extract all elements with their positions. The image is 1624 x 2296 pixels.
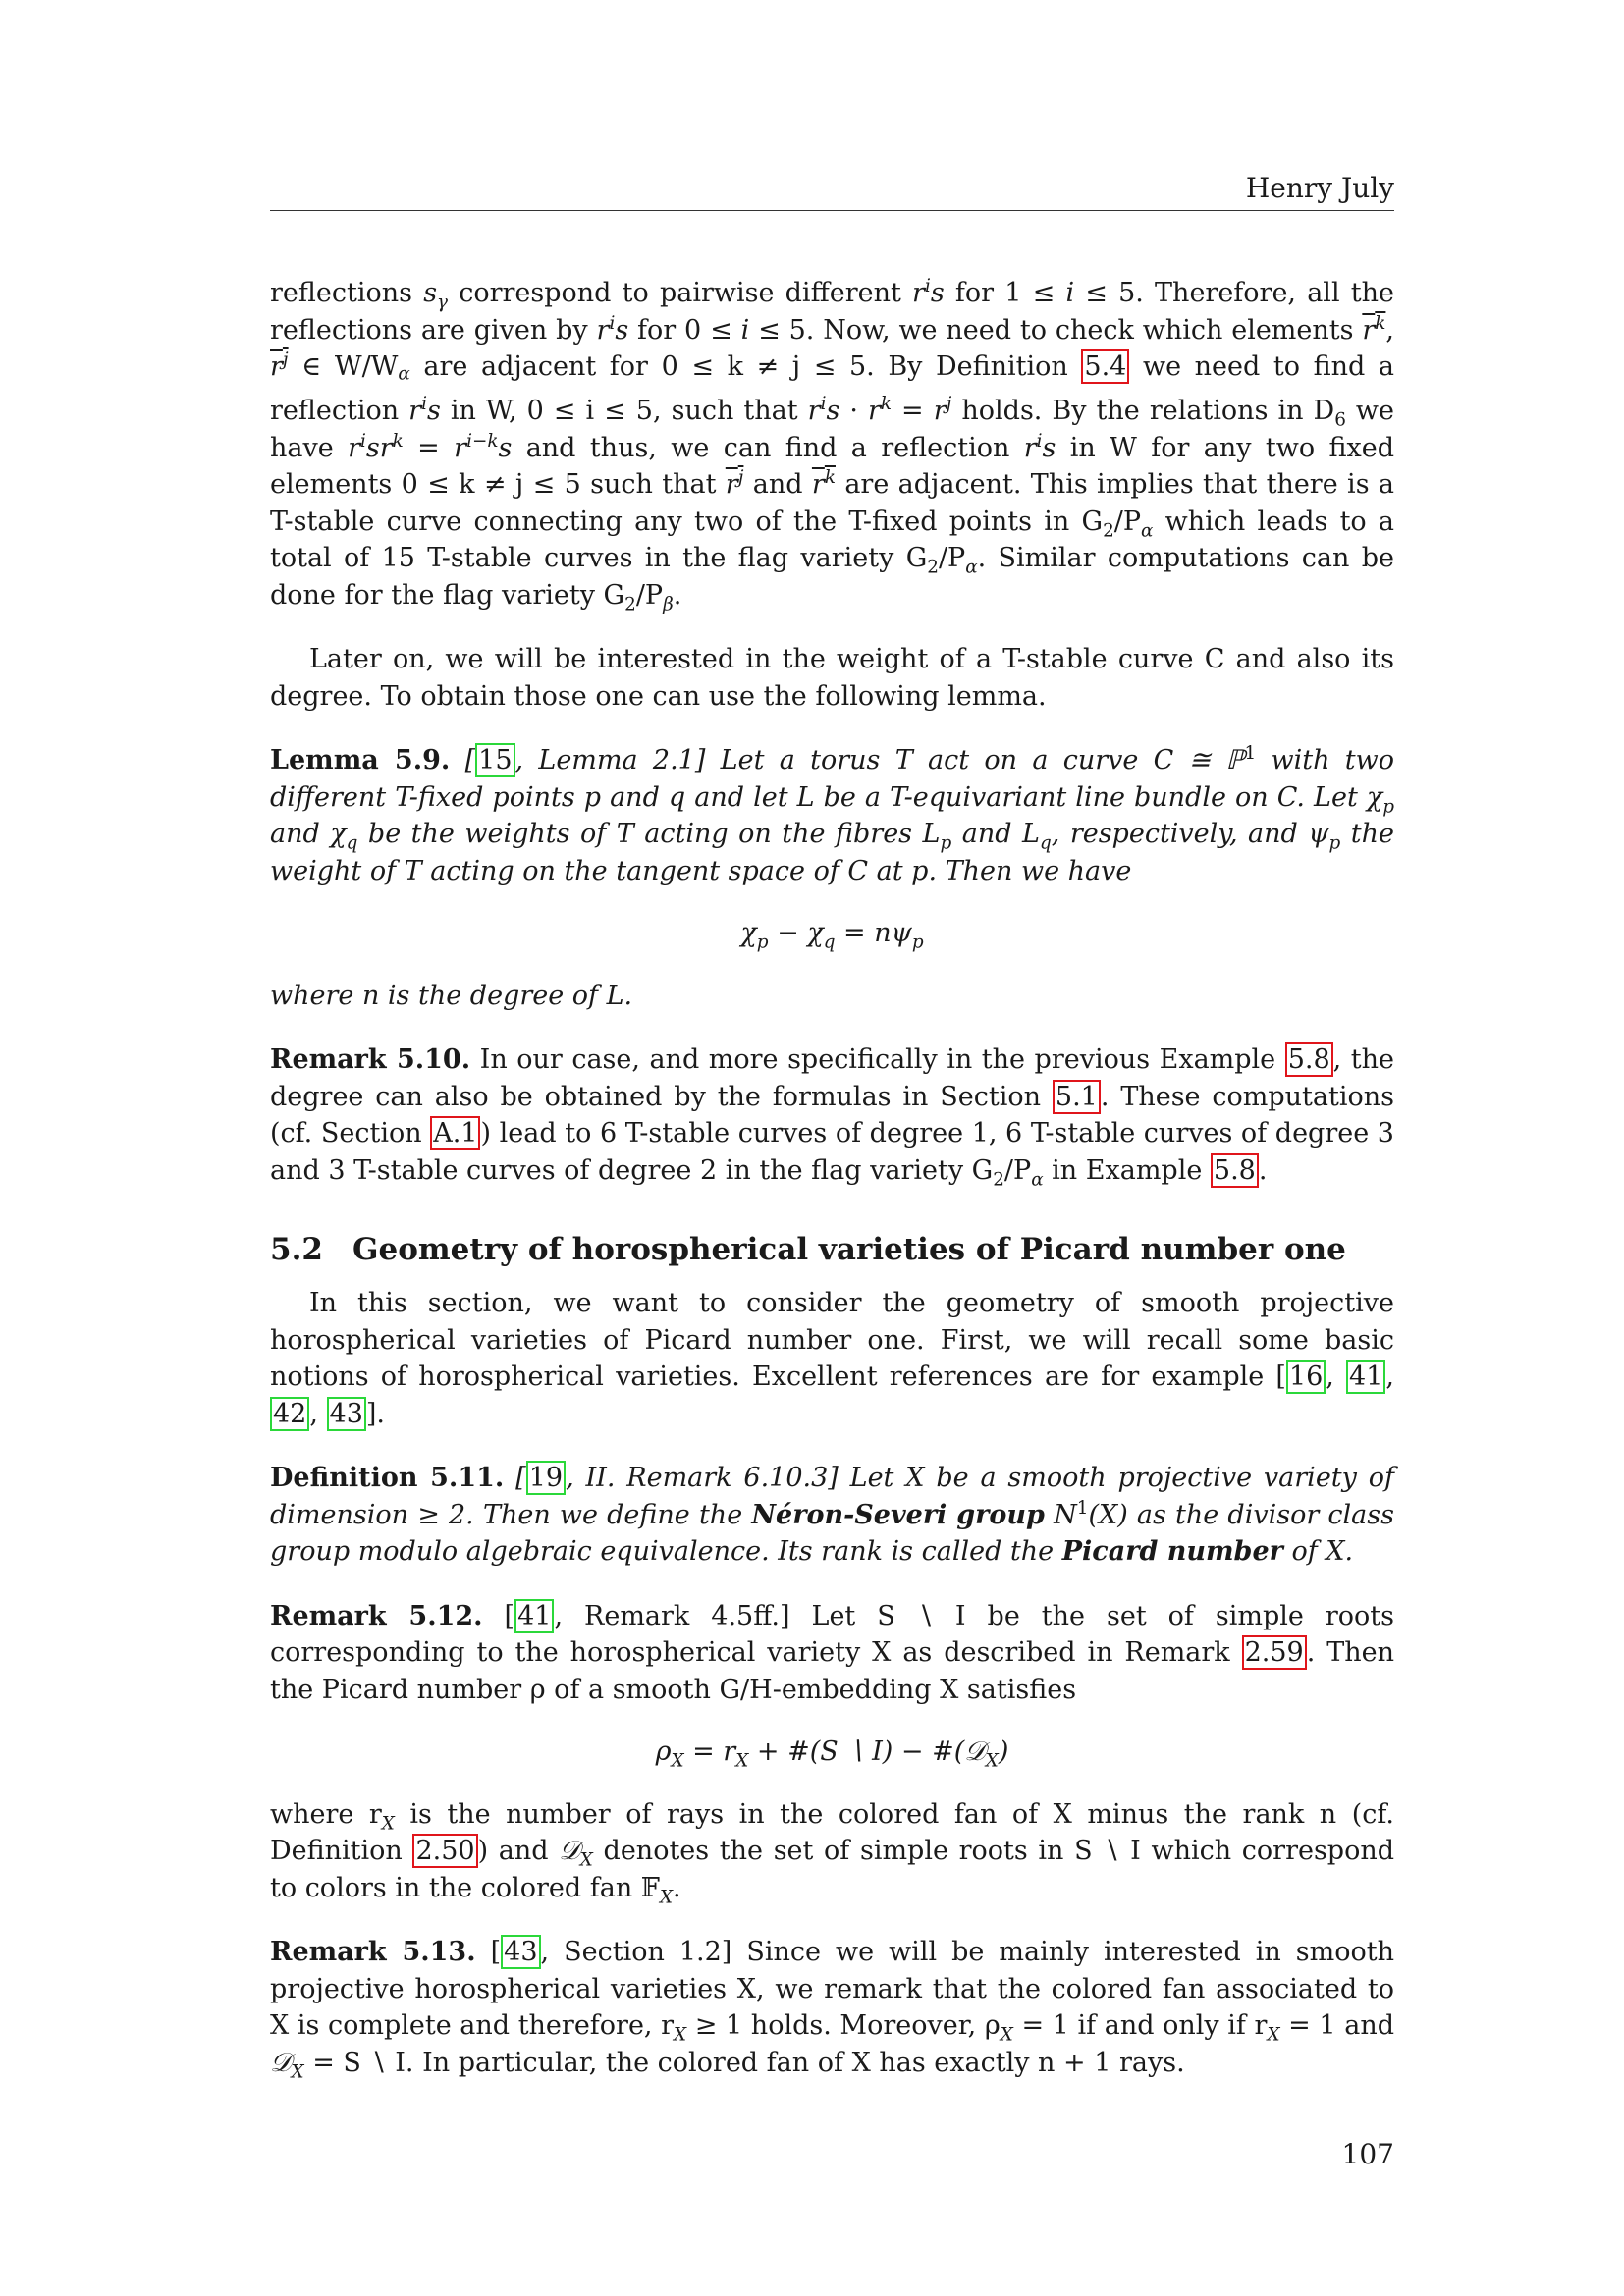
- remark-5-12-where: where $r_X$ is the number of rays in the colored fan of X minus the rank n (cf. Definition 2.50 ) and 𝒟$_X$ denotes the set of simple roots in S ∖ I which correspond to colors in the colored fan 𝔽$_X$.: [270, 1798, 1395, 1907]
- ref-definition-2-50[interactable]: 2.50: [412, 1834, 477, 1868]
- remark-5-13: Remark 5.13. [ 43 , Section 1.2] Since we will be mainly interested in smooth projective horospherical varieties X, we remark that the colored fan associated to X is complete and therefore, $r_X \ge 1$ holds. Moreover, $\rho_X = 1$ if and only if $r_X = 1$ and 𝒟$_X$ = S ∖ I. In particular, the colored fan of X has exactly n + 1 rays.: [270, 1937, 1394, 2082]
- ref-section-a-1[interactable]: A.1: [430, 1116, 480, 1150]
- section-number: 5.2: [270, 1232, 323, 1268]
- section-title: Geometry of horospherical varieties of Picard number one: [352, 1232, 1346, 1268]
- equation-lemma: $\chi_p - \chi_q = n\psi_p$: [740, 918, 924, 953]
- paragraph-section-intro: In this section, we want to consider the geometry of smooth projective horospherical varieties of Picard number one. First, we will recall some basic notions of horospherical varieties. Excellent references are for example [ 16 , 41 , 42 , 43 ].: [270, 1288, 1394, 1429]
- lemma-label: Lemma 5.9.: [270, 745, 451, 776]
- ref-example-5-8-second[interactable]: 5.8: [1211, 1153, 1259, 1188]
- section-heading: [270, 1228, 1394, 1271]
- equation-picard: $\rho_X = r_X$ + #(S ∖ I) − #(𝒟$_X$): [655, 1736, 1009, 1772]
- remark-5-10: Remark 5.10. In our case, and more specifically in the previous Example 5.8 , the degree can also be obtained by the formulas in Section 5.1 . These computations (cf. Section A.1 ) lead to 6 T-stable curves of degree 1, 6 T-stable curves of degree 3 and 3 T-stable curves of degree 2 in the flag variety $G_2/P_\alpha$ in Example 5.8 .: [270, 1044, 1394, 1190]
- ref-definition-5-4[interactable]: 5.4: [1081, 349, 1129, 384]
- cite-16[interactable]: 16: [1286, 1360, 1326, 1394]
- cite-41[interactable]: 41: [514, 1599, 554, 1633]
- paragraph-later-on: Later on, we will be interested in the weight of a T-stable curve C and also its degree. To obtain those one can use the following lemma.: [270, 644, 1394, 712]
- cite-42[interactable]: 42: [270, 1397, 309, 1431]
- cite-19[interactable]: 19: [526, 1461, 566, 1495]
- header-rule: [270, 210, 1394, 211]
- remark-5-12: Remark 5.12. [ 41 , Remark 4.5ff.] Let S ∖ I be the set of simple roots corresponding to the horospherical variety X as described in Remark 2.59 . Then the Picard number ρ of a smooth G/H-embedding X satisfies: [270, 1600, 1394, 1705]
- cite-41[interactable]: 41: [1346, 1360, 1385, 1394]
- page-body: [270, 275, 1394, 2081]
- ref-remark-2-59[interactable]: 2.59: [1242, 1635, 1307, 1670]
- definition-5-11: Definition 5.11. [ 19 , II. Remark 6.10.3] Let X be a smooth projective variety of dimension ≥ 2. Then we define the Néron-Severi group $N^1(X)$ as the divisor class group modulo algebraic equivalence. Its rank is called the Picard number of X.: [270, 1463, 1394, 1568]
- cite-15[interactable]: 15: [475, 743, 514, 777]
- lemma-where: where n is the degree of L.: [270, 980, 633, 1011]
- definition-label: Definition 5.11.: [270, 1463, 505, 1494]
- running-head: Henry July: [1245, 172, 1394, 204]
- ref-section-5-1[interactable]: 5.1: [1053, 1080, 1101, 1114]
- remark-label: Remark 5.12.: [270, 1600, 483, 1631]
- cite-43[interactable]: 43: [501, 1935, 540, 1969]
- lemma-5-9: Lemma 5.9. [ 15 , Lemma 2.1] Let a torus T act on a curve C ≅ ℙ$^1$ with two different T-fixed points p and q and let L be a T-equivariant line bundle on C. Let $\chi_p$ and $\chi_q$ be the weights of T acting on the fibres $L_p$ and $L_q$, respectively, and $\psi_p$ the weight of T acting on the tangent space of C at p. Then we have: [270, 743, 1394, 886]
- ref-example-5-8[interactable]: 5.8: [1285, 1042, 1333, 1077]
- page-number: 107: [1341, 2138, 1394, 2170]
- remark-label: Remark 5.13.: [270, 1937, 476, 1968]
- paragraph-reflections: reflections $s_\gamma$ correspond to pairwise different $r^is$ for 1 ≤ i ≤ 5. Therefore, all the reflections are given by $r^is$ for 0 ≤ i ≤ 5. Now, we need to check which elements $r^k$, $r^j$ ∈ W/Wα are adjacent for 0 ≤ k ≠ j ≤ 5. By Definition 5.4 we need to find a reflection $r^is$ in W, 0 ≤ i ≤ 5, such that $r^is \cdot r^k = r^j$ holds. By the relations in $D_6$ we have $r^isr^k = r^{i-k}s$ and thus, we can find a reflection $r^is$ in W for any two fixed elements 0 ≤ k ≠ j ≤ 5 such that $r^j$ and $r^k$ are adjacent. This implies that there is a T-stable curve connecting any two of the T-fixed points in $G_2/P_\alpha$ which leads to a total of 15 T-stable curves in the flag variety $G_2/P_\alpha$. Similar computations can be done for the flag variety $G_2/P_\beta$.: [270, 276, 1395, 614]
- cite-43[interactable]: 43: [327, 1397, 366, 1431]
- remark-label: Remark 5.10.: [270, 1044, 471, 1076]
